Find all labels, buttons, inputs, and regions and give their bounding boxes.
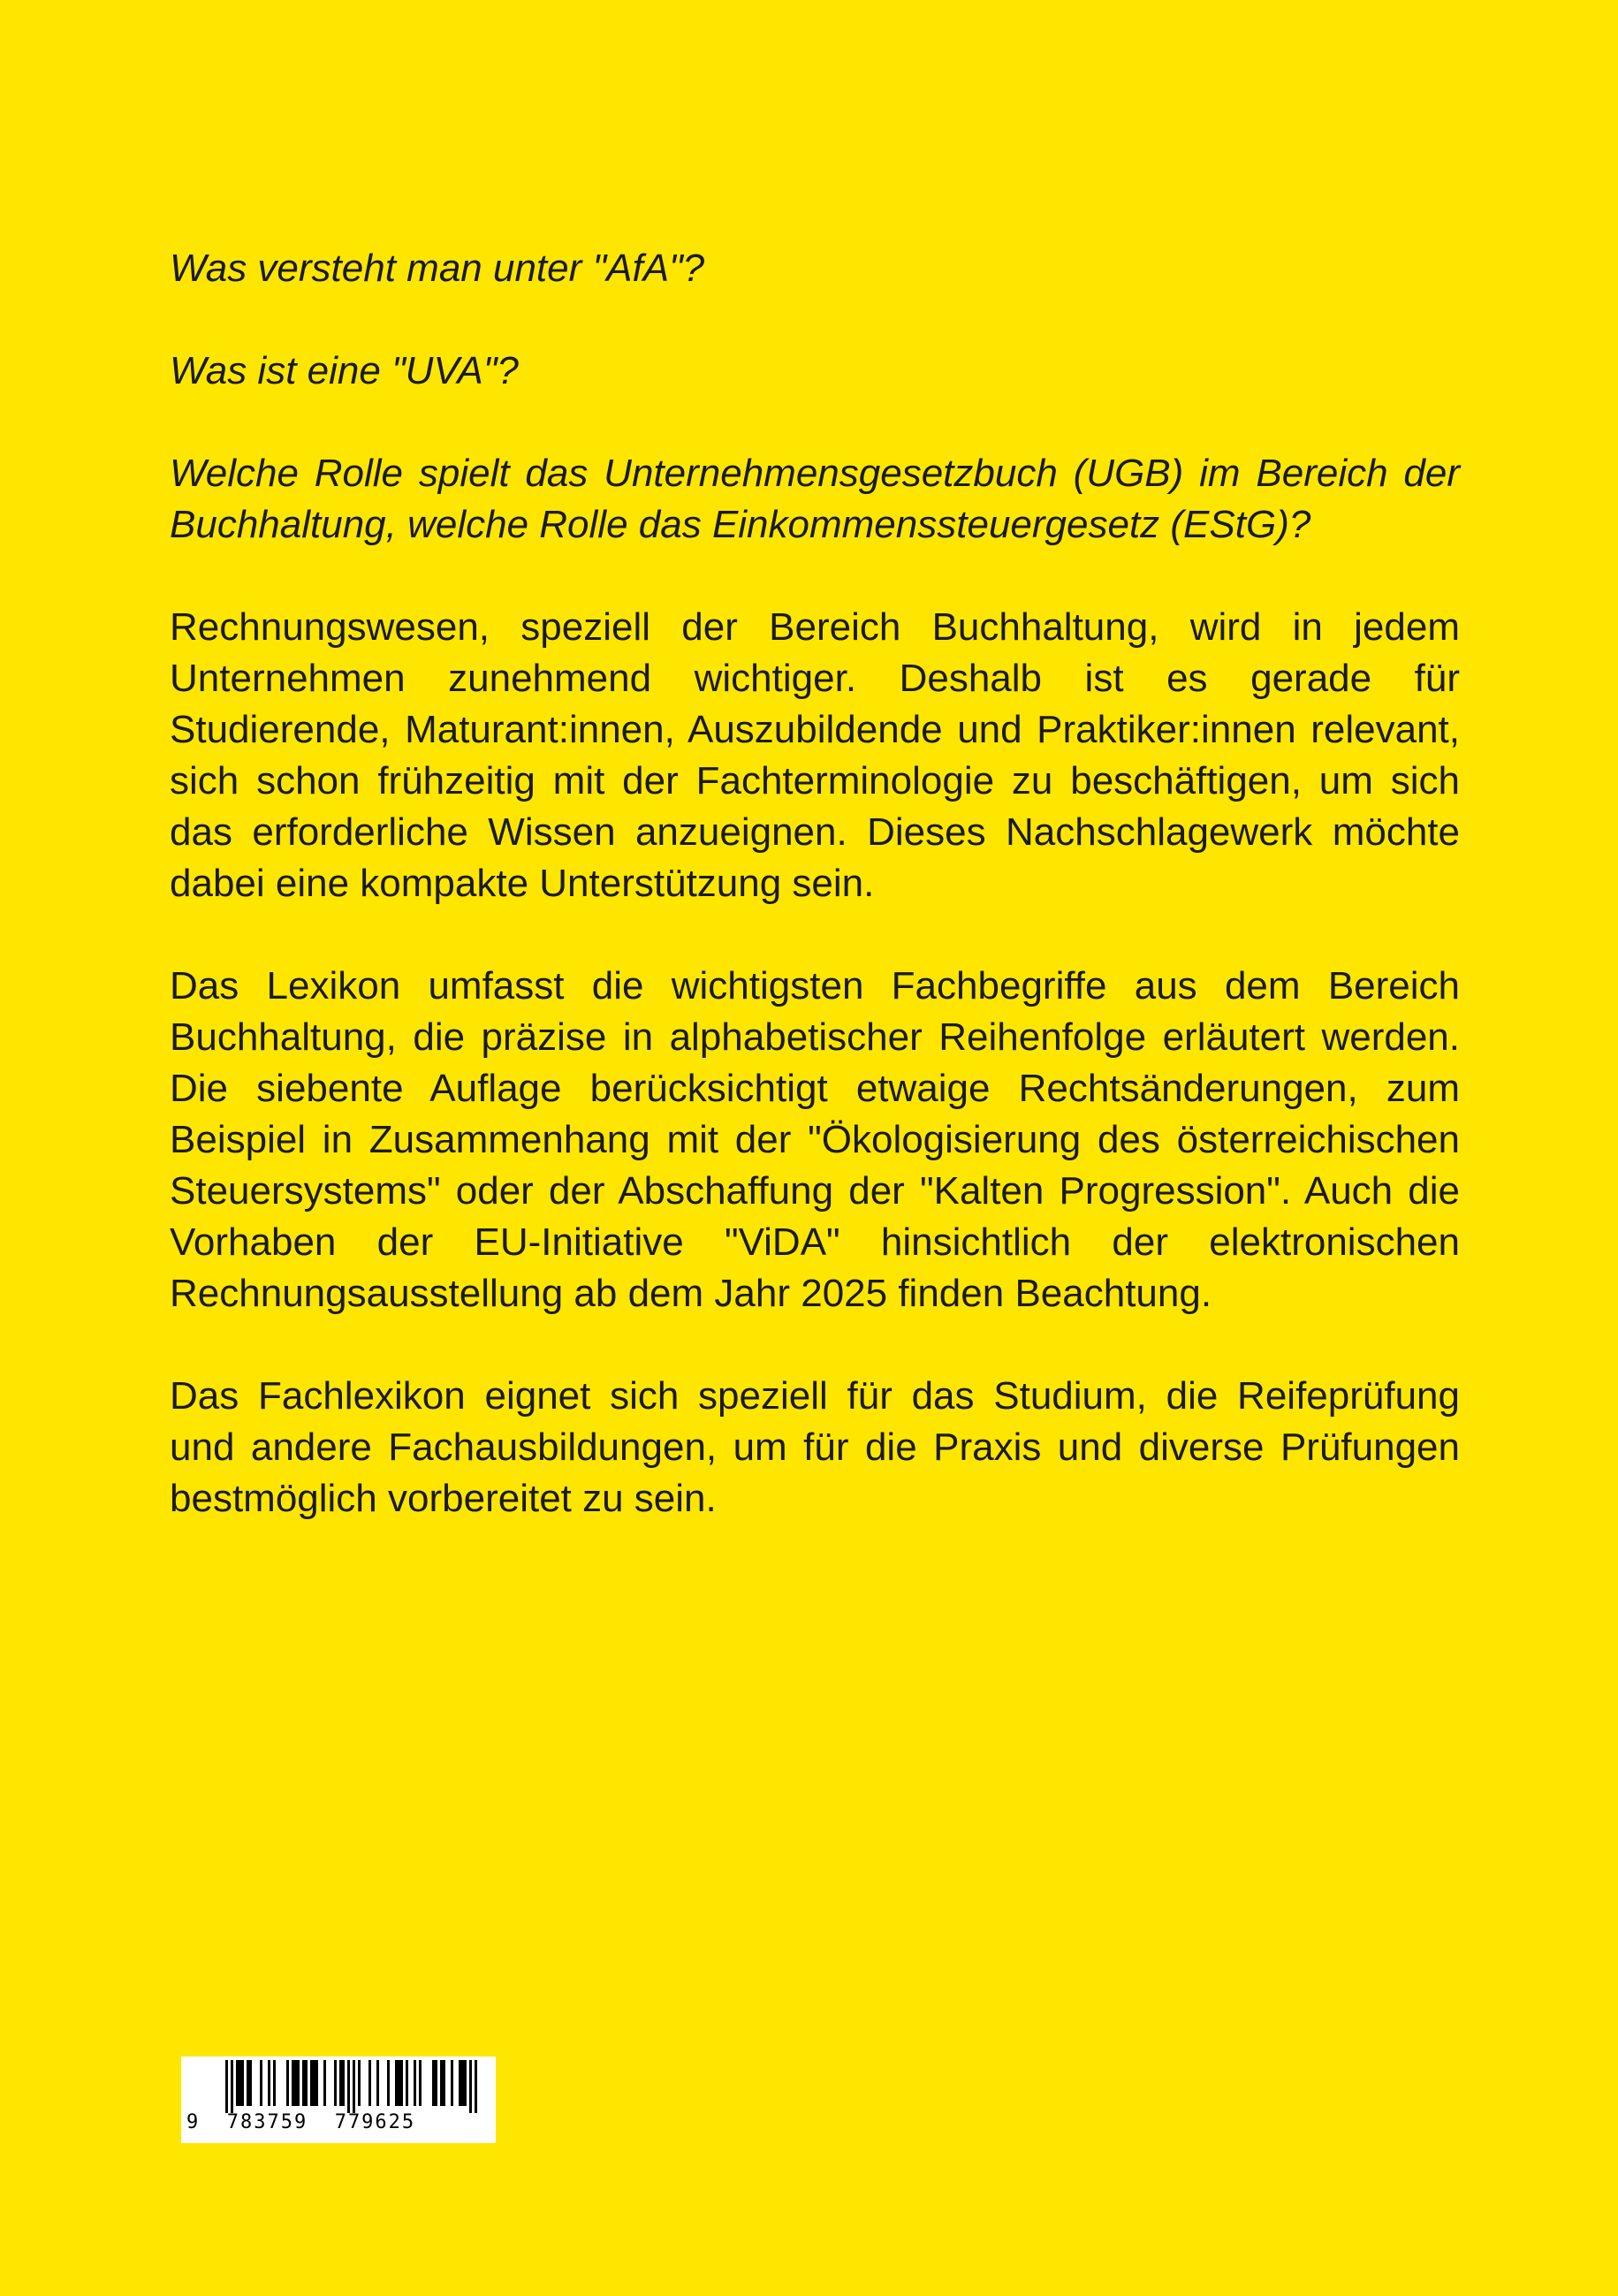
barcode-bar xyxy=(347,2060,350,2113)
paragraph-intro: Rechnungswesen, speziell der Bereich Buchhaltung, wird in jedem Unternehmen zunehmend wichtiger. Deshalb ist es gerade für Studierende, Maturant:innen, Auszubildende und Praktiker:innen relevant, sich schon frühzeitig mit der Fachterminologie zu beschäftigen, um sich das erforderliche Wissen anzueignen. Dieses Nachschlagewerk möchte dabei eine kompakte Unterstützung sein. xyxy=(170,605,1460,905)
barcode-bar xyxy=(376,2060,379,2106)
barcode-bar xyxy=(302,2060,305,2106)
barcode-bar xyxy=(339,2060,342,2106)
barcode-bar xyxy=(236,2060,239,2106)
barcode-bar xyxy=(315,2060,318,2106)
barcode-bar xyxy=(241,2060,244,2106)
barcode-bar xyxy=(475,2060,477,2113)
barcode-bar xyxy=(459,2060,461,2106)
barcode-bar xyxy=(310,2060,313,2106)
barcode-bar xyxy=(368,2060,371,2106)
barcode-bar xyxy=(469,2060,472,2113)
barcode-bar xyxy=(225,2060,228,2113)
barcode-bar xyxy=(358,2060,361,2106)
barcode-digits: 9 783759 779625 xyxy=(186,2111,416,2133)
barcode-bar xyxy=(334,2060,337,2106)
barcode-bar xyxy=(443,2060,445,2106)
barcode-bar xyxy=(342,2060,345,2106)
question-ugb-estg: Welche Rolle spielt das Unternehmensgesetzbuch (UGB) im Bereich der Buchhaltung, welche Rolle das Einkommenssteuergesetz (EStG)? xyxy=(170,452,1460,546)
paragraph-lexikon: Das Lexikon umfasst die wichtigsten Fachbegriffe aus dem Bereich Buchhaltung, die präzise in alphabetischer Reihenfolge erläutert werden. Die siebente Auflage berücksichtigt etwaige Rechtsänderungen, zum Beispiel in Zusammenhang mit der "Ökologisierung des österreichischen Steuersystems" oder der Abschaffung der "Kalten Progression". Auch die Vorhaben der EU-Initiative "ViDA" hinsichtlich der elektronischen Rechnungsausstellung ab dem Jahr 2025 finden Beachtung. xyxy=(170,964,1460,1315)
barcode-bar xyxy=(419,2060,422,2106)
barcode-bar xyxy=(260,2060,262,2106)
barcode-bar xyxy=(268,2060,270,2106)
barcode-bar xyxy=(294,2060,297,2106)
barcode-bar xyxy=(239,2060,241,2106)
barcode-bar xyxy=(464,2060,467,2106)
barcode-bar xyxy=(313,2060,315,2106)
cover-text xyxy=(170,243,1460,1576)
barcode-bar xyxy=(432,2060,435,2106)
barcode-bar xyxy=(451,2060,453,2106)
barcode-bar xyxy=(273,2060,276,2106)
barcode-bar xyxy=(353,2060,355,2113)
question-uva: Was ist eine "UVA"? xyxy=(170,349,519,392)
barcode-bar xyxy=(286,2060,289,2106)
barcode-bar xyxy=(398,2060,400,2106)
question-afa: Was versteht man unter "AfA"? xyxy=(170,247,705,290)
barcode-bar xyxy=(249,2060,252,2106)
barcode-bar xyxy=(247,2060,249,2106)
barcode-bar xyxy=(406,2060,408,2106)
barcode-bar xyxy=(292,2060,294,2106)
barcode-bar xyxy=(461,2060,464,2106)
barcode-bar xyxy=(305,2060,308,2106)
barcode-bar xyxy=(387,2060,390,2106)
barcode-bar xyxy=(440,2060,443,2106)
barcode-bar xyxy=(231,2060,233,2113)
barcode-bar xyxy=(414,2060,416,2106)
barcode-bar xyxy=(435,2060,437,2106)
barcode-bar xyxy=(297,2060,300,2106)
paragraph-fachlexikon: Das Fachlexikon eignet sich speziell für das Studium, die Reifeprüfung und andere Fachausbildungen, um für die Praxis und diverse Prüfungen bestmöglich vorbereitet zu sein. xyxy=(170,1374,1460,1520)
barcode-bar xyxy=(395,2060,398,2106)
barcode-bar xyxy=(400,2060,403,2106)
isbn-barcode xyxy=(181,2057,496,2143)
barcode-bar xyxy=(323,2060,326,2106)
